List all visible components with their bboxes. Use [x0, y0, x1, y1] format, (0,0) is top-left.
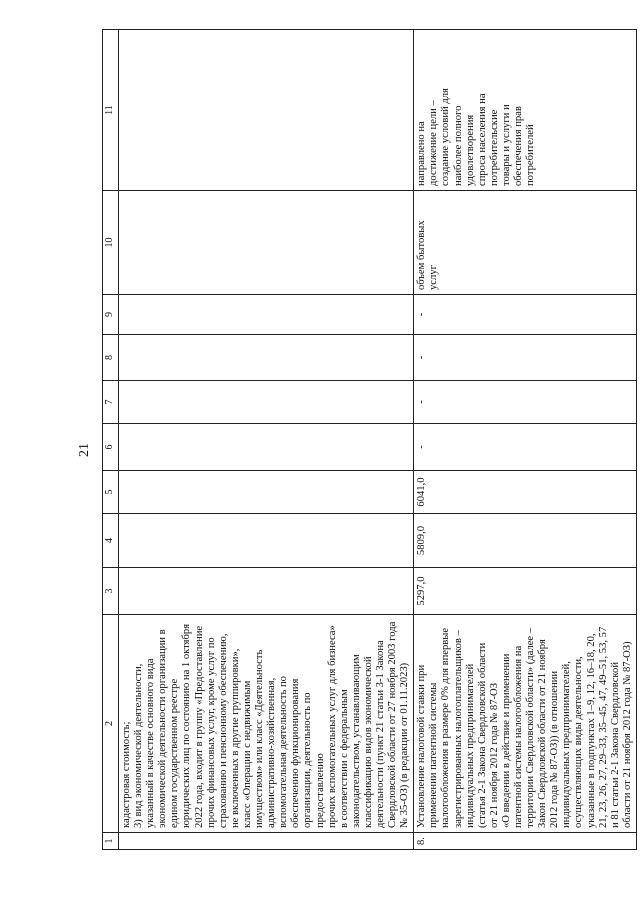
column-number: 10	[103, 191, 119, 295]
tax-expenditure-table	[102, 29, 637, 850]
text-line: 21, 23, 26, 27, 29–33, 35–45, 47, 49–51, 53, 57	[597, 626, 609, 828]
goal-lines	[416, 34, 537, 186]
text-line: деятельности (пункт 21 статьи 3-1 Закона	[374, 640, 386, 828]
text-line: (статья 2-1 Закона Свердловской области	[476, 642, 488, 828]
text-line: товары и услуги и	[500, 104, 512, 186]
goal-cell	[414, 30, 637, 191]
text-line: 2022 года, входит в группу «Предоставление	[193, 625, 205, 828]
landscape-content	[74, 50, 633, 850]
text-line: указанный в качестве основного вида	[145, 658, 157, 828]
text-line: 3) вид экономической деятельности,	[133, 663, 145, 828]
description-cell	[414, 615, 637, 833]
column-number: 6	[103, 424, 119, 471]
value-col5: 6041,0	[414, 471, 637, 514]
indicator-cell: объем бытовых услуг	[414, 191, 637, 295]
description-cell	[119, 615, 414, 833]
text-line: патентной системы налогообложения на	[513, 645, 524, 828]
text-line: 2012 года № 87-ОЗ)) (в отношении	[549, 671, 561, 828]
text-line: спроса населения на	[476, 93, 488, 186]
text-line: зарегистрированных налогоплательщиков –	[452, 630, 464, 828]
value-col7: -	[414, 381, 637, 424]
text-line: класс «Операции с недвижимым	[241, 680, 253, 828]
text-line: потребительские	[488, 109, 500, 186]
column-number: 8	[103, 335, 119, 381]
column-number: 5	[103, 471, 119, 514]
text-line: осуществляющих виды деятельности,	[573, 656, 585, 828]
text-line: потребителей	[525, 124, 537, 186]
column-number: 7	[103, 381, 119, 424]
column-number-row	[103, 30, 119, 850]
text-line: административно-хозяйственная,	[266, 677, 278, 828]
text-line: индивидуальных предпринимателей,	[561, 661, 573, 828]
text-line: налогообложения в размере 0% для впервые	[440, 627, 452, 828]
text-line: не включенных в другие группировки»,	[229, 648, 241, 828]
table-row-continuation	[119, 30, 414, 850]
text-line: прочих вспомогательных услуг для бизнеса»	[326, 625, 338, 828]
text-line: обеспечению функционирования	[290, 678, 302, 828]
text-line: имуществом» или класс «Деятельность	[254, 649, 266, 828]
text-line: наиболее полного	[452, 105, 464, 186]
text-line: Закон Свердловской области от 21 ноября	[537, 639, 549, 828]
column-number: 1	[103, 833, 119, 850]
description-lines	[416, 619, 634, 828]
text-line: Установление налоговой ставки при	[416, 664, 428, 828]
text-line: удовлетворения	[464, 114, 476, 186]
column-number: 11	[103, 30, 119, 191]
text-line: классификацию видов экономической	[362, 656, 374, 828]
text-line: организации, деятельность по предоставлению	[302, 692, 326, 828]
text-line: создание условий для	[440, 88, 452, 186]
text-line: едином государственном реестре	[169, 678, 181, 828]
table-row-8	[414, 30, 637, 850]
text-line: № 35-ОЗ) (в редакции от 01.11.2023)	[399, 662, 411, 828]
value-col9: -	[414, 295, 637, 335]
text-line: законодательством, устанавливающим	[350, 654, 362, 828]
text-line: индивидуальных предпринимателей	[464, 663, 476, 828]
text-line: обеспечения прав	[513, 106, 524, 186]
text-line: юридических лиц по состоянию на 1 октября	[181, 623, 193, 828]
column-number: 3	[103, 568, 119, 615]
text-line: страхованию и пенсионному обеспечению,	[217, 633, 229, 828]
text-line: прочих финансовых услуг, кроме услуг по	[205, 637, 217, 828]
value-col8: -	[414, 335, 637, 381]
text-line: и 81 статьи 2-1 Закона Свердловской	[609, 662, 621, 828]
text-line: территории Свердловской области» (далее –	[525, 627, 537, 828]
rotated-page	[74, 50, 633, 850]
value-col6: -	[414, 424, 637, 471]
value-col4: 5809,0	[414, 514, 637, 568]
text-line: применении патентной системы	[428, 682, 440, 828]
text-line: достижение цели –	[428, 100, 440, 186]
text-line: Свердловской области от 27 ноября 2003 года	[387, 621, 399, 828]
row-number: 8.	[414, 833, 637, 850]
text-line: указанные в подпунктах 1–9, 12, 16–18, 20,	[585, 633, 597, 828]
text-line: вспомогательная деятельность по	[278, 676, 290, 828]
text-line: экономической деятельности организации в	[157, 629, 169, 828]
text-line: направлено на	[416, 121, 428, 186]
text-line: «О введении в действие и применении	[500, 653, 512, 828]
column-number: 4	[103, 514, 119, 568]
description-lines	[121, 619, 411, 828]
value-col3: 5297,0	[414, 568, 637, 615]
text-line: в соответствии с федеральным	[338, 689, 350, 828]
text-line: от 21 ноября 2012 года № 87-ОЗ	[488, 682, 500, 828]
text-line: кадастровая стоимость;	[121, 721, 132, 828]
page-number: 21	[77, 443, 92, 457]
column-number: 9	[103, 295, 119, 335]
column-number: 2	[103, 615, 119, 833]
text-line: области от 21 ноября 2012 года № 87-ОЗ)	[621, 641, 633, 828]
